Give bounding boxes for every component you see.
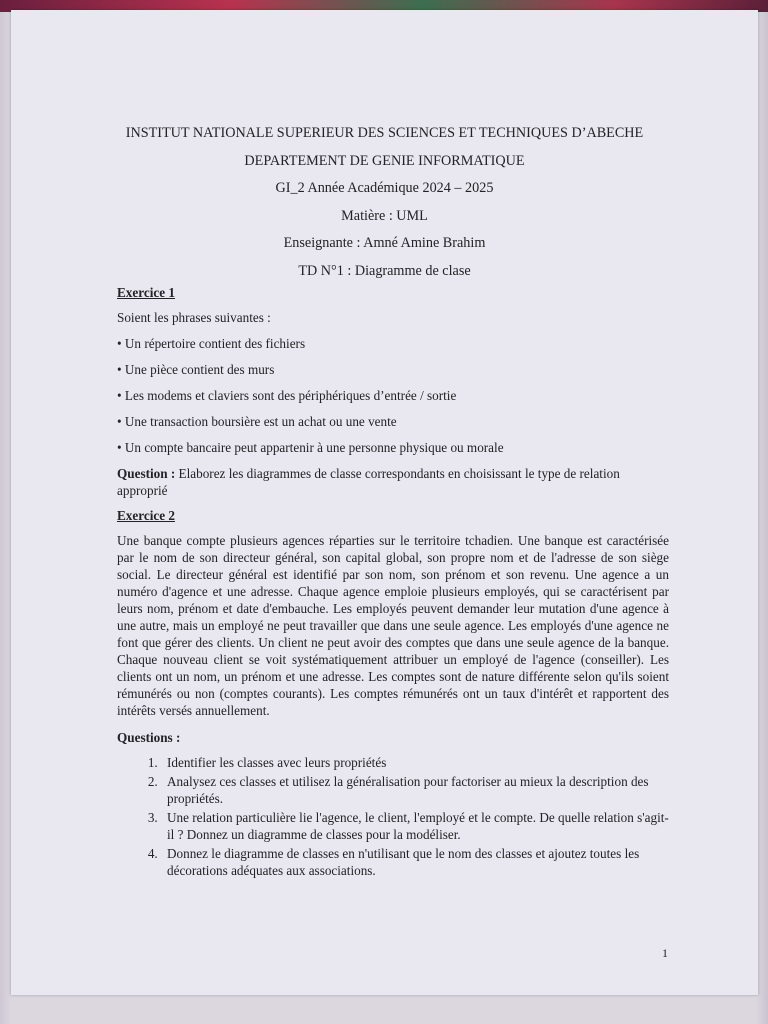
list-item: 1. Identifier les classes avec leurs propriétés — [161, 754, 669, 771]
question-text: Elaborez les diagrammes de classe correspondants en choisissant le type de relation approprié — [117, 466, 620, 498]
list-item: 4. Donnez le diagramme de classes en n'utilisant que le nom des classes et ajoutez toutes les décorations adéquates aux associations. — [161, 845, 669, 879]
bullet-item: • Un répertoire contient des fichiers — [117, 336, 306, 351]
teacher: Enseignante : Amné Amine Brahim — [283, 235, 486, 251]
bullet-item: • Une pièce contient des murs — [117, 362, 275, 377]
document-header — [11, 120, 758, 285]
list-item: 2. Analysez ces classes et utilisez la généralisation pour factoriser au mieux la description des propriétés. — [161, 773, 669, 807]
bullet-item: • Les modems et claviers sont des périphériques d’entrée / sortie — [117, 388, 457, 403]
exercise-1-title: Exercice 1 — [117, 285, 175, 300]
subject: Matière : UML — [341, 207, 428, 224]
bullet-item: • Un compte bancaire peut appartenir à une personne physique ou morale — [117, 440, 504, 455]
exercise-2-title: Exercice 2 — [117, 508, 175, 523]
questions-list — [117, 754, 669, 879]
exercise-1-question — [117, 465, 669, 499]
list-item: 3. Une relation particulière lie l'agence, le client, l'employé et le compte. De quelle relation s'agit-il ? Donnez un diagramme de classes pour la modéliser. — [161, 809, 669, 843]
bullet-item: • Une transaction boursière est un achat ou une vente — [117, 414, 397, 429]
page-number: 1 — [662, 946, 668, 960]
questions-title: Questions : — [117, 730, 181, 745]
document-body — [117, 284, 669, 881]
exercise-2-statement: Une banque compte plusieurs agences réparties sur le territoire tchadien. Une banque est caractérisée par le nom de son directeur général, son capital global, son propre nom et de l'adresse de son siège social. Le directeur général est identifié par son nom, son prénom et son revenu. Une agence a un numéro d'agence et une adresse. Chaque agence emploie plusieurs employés, qui se caractérisent par leurs nom, prénom et date d'embauche. Les employés peuvent demander leur mutation d'une agence à une autre, mais un employé ne peut travailler que dans une seule agence. Les employés d'une agence ne font que gérer des clients. Un client ne peut avoir des comptes que dans une seule agence de la banque. Chaque nouveau client se voit systématiquement attribuer un employé de l'agence (conseiller). Les clients ont un nom, un prénom et une adresse. Les comptes sont de nature différente selon qu'ils soient rémunérés ou non (comptes courants). Les comptes rémunérés ont un taux d'intérêt et rapportent des intérêts versés annuellement. — [117, 533, 669, 718]
td-title: TD N°1 : Diagramme de clase — [298, 262, 471, 279]
academic-year: GI_2 Année Académique 2024 – 2025 — [275, 180, 494, 196]
exercise-1-intro: Soient les phrases suivantes : — [117, 310, 271, 325]
institution-name: INSTITUT NATIONALE SUPERIEUR DES SCIENCES ET TECHNIQUES D’ABECHE — [125, 125, 644, 141]
question-label: Question : — [117, 466, 176, 481]
document-page — [11, 10, 758, 995]
department-name: DEPARTEMENT DE GENIE INFORMATIQUE — [244, 152, 525, 169]
